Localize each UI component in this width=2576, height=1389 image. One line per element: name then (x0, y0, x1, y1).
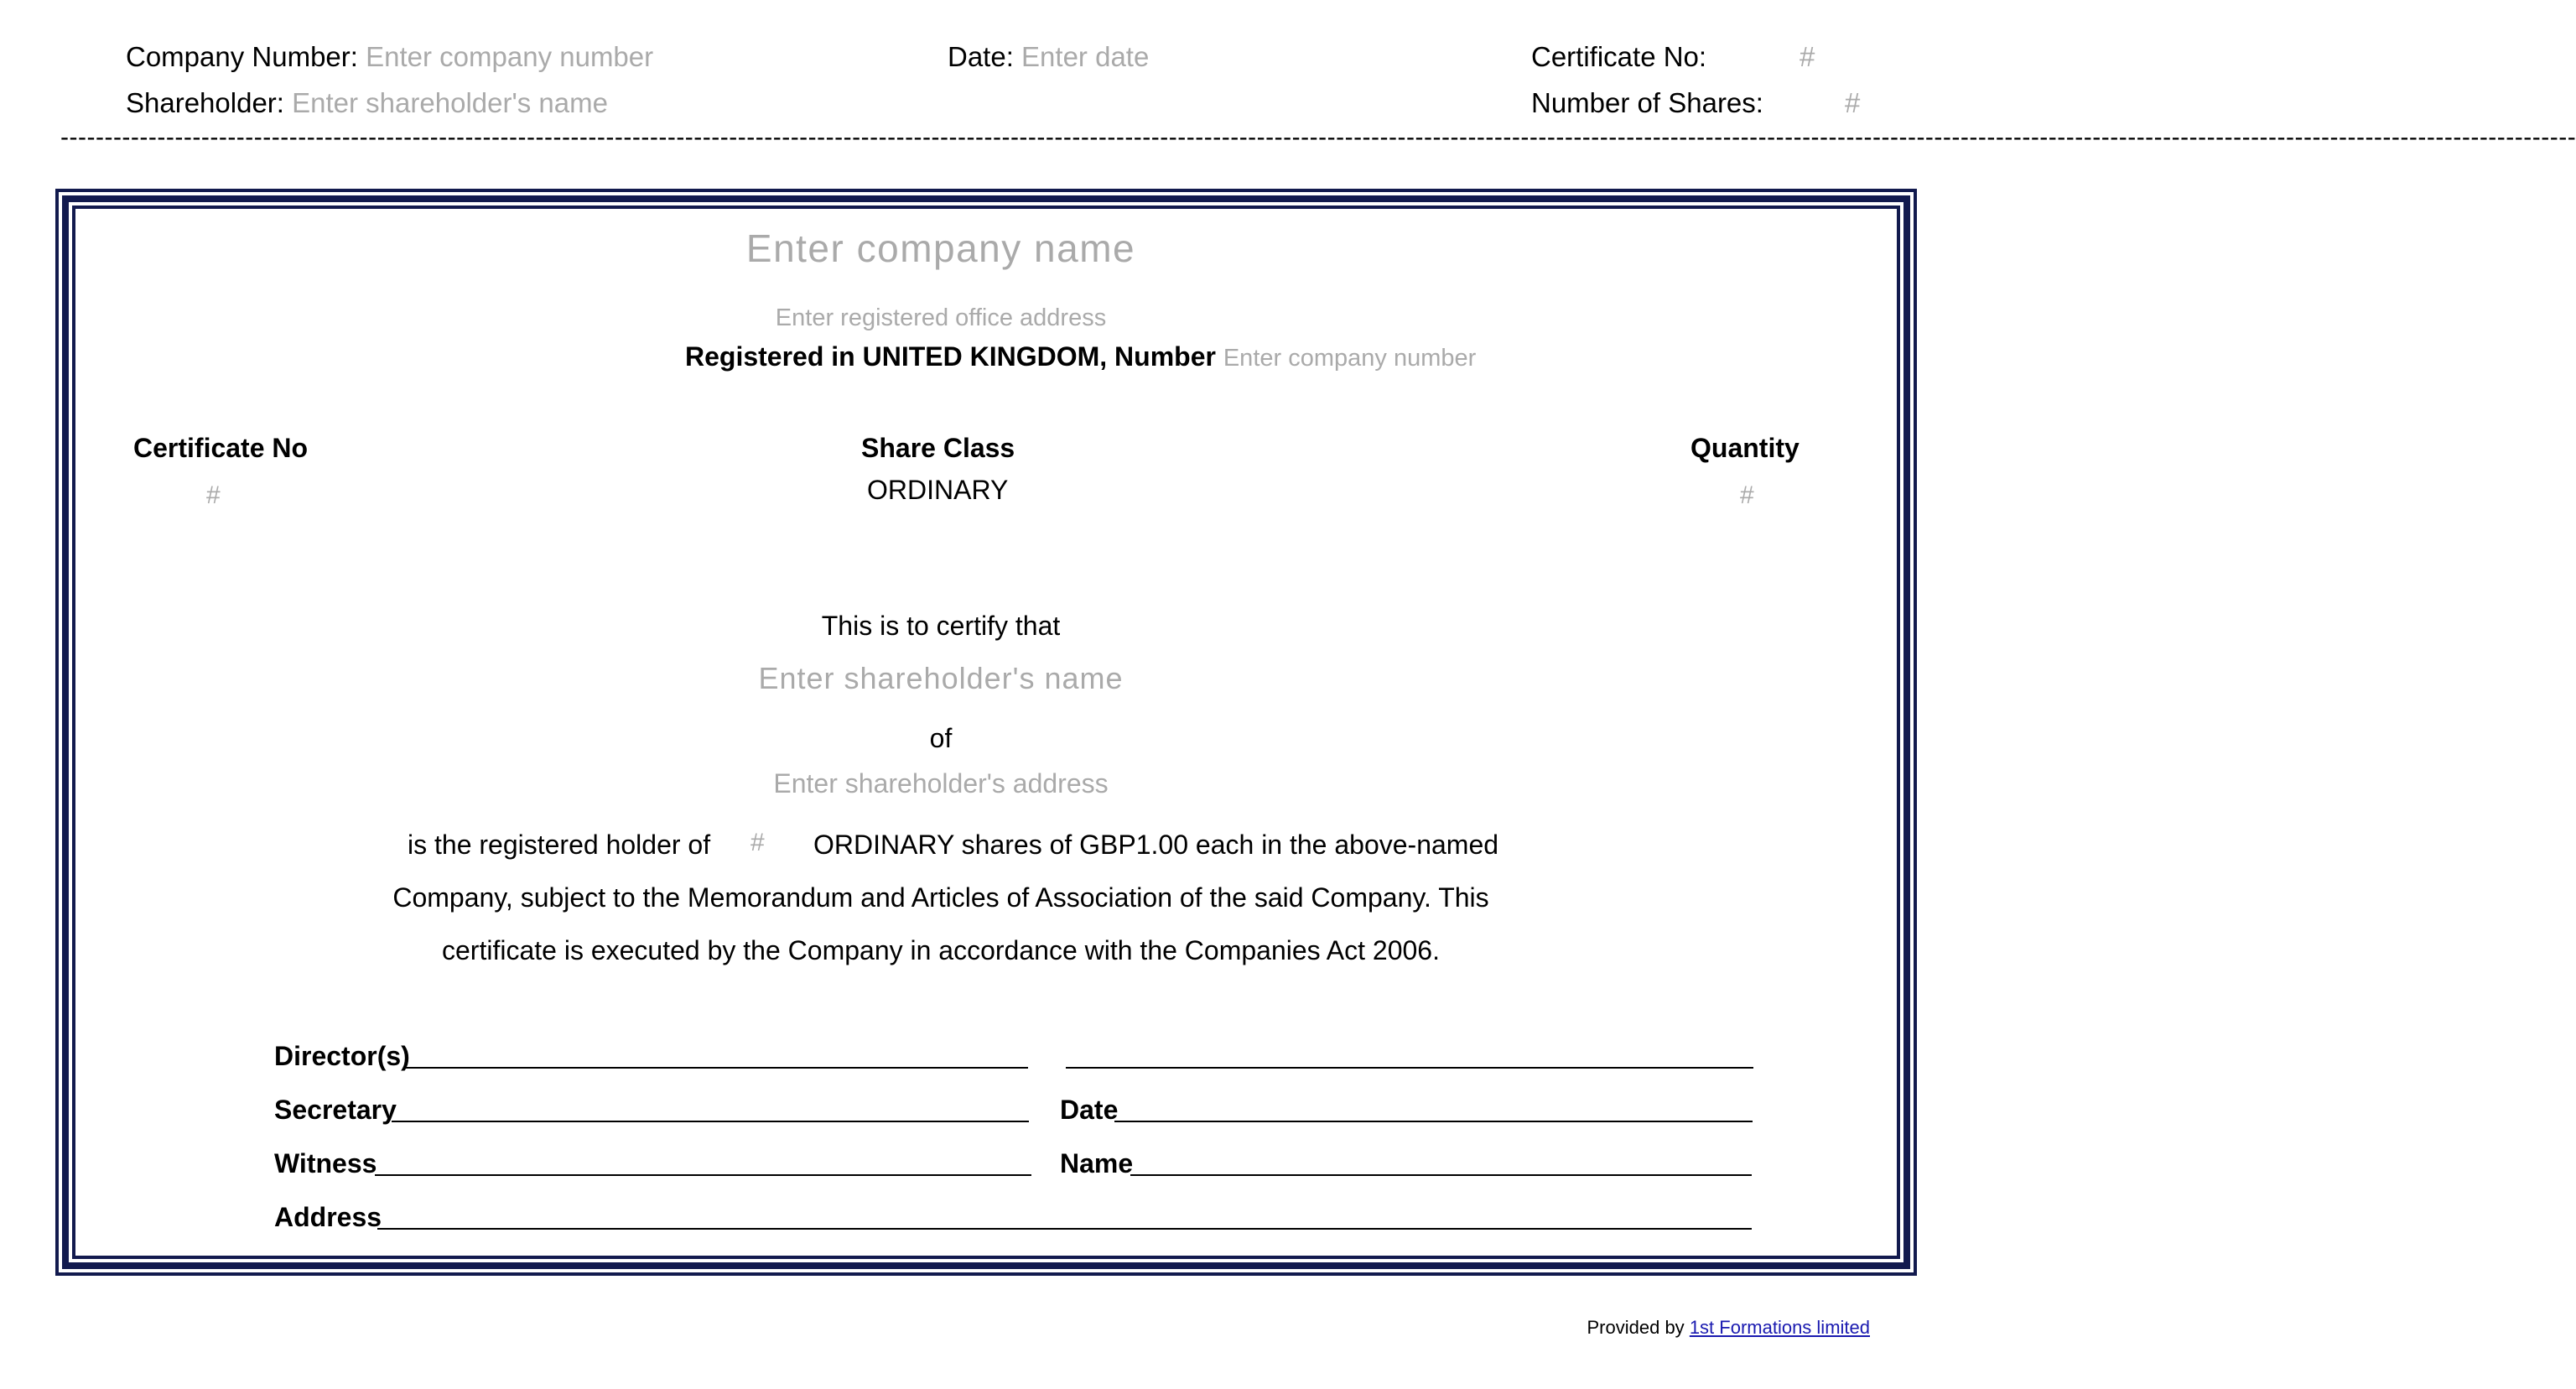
certify-text: This is to certify that (821, 611, 1061, 641)
address-signature-line[interactable] (377, 1228, 1752, 1230)
shareholder-name-field[interactable]: Enter shareholder's name (758, 661, 1124, 695)
witness-label: Witness (274, 1148, 377, 1178)
date-signature-line[interactable] (1114, 1121, 1753, 1122)
stub-shareholder-label: Shareholder: (126, 87, 284, 118)
registration-number-field[interactable]: Enter company number (1223, 345, 1477, 372)
secretary-label: Secretary (274, 1095, 397, 1125)
director-signature-line-2[interactable] (1066, 1067, 1753, 1069)
cut-line-separator: ---------------------------------------------------------------------------------------------------------------------------------------------------------------------------------------------------------------------------------------------------------------------------------------------- (60, 123, 2576, 151)
share-class-header: Share Class (861, 433, 1015, 463)
stub-number-of-shares-field[interactable]: # (1845, 87, 1861, 118)
provider-link[interactable]: 1st Formations limited (1689, 1317, 1870, 1338)
holder-prefix-text: is the registered holder of (408, 830, 711, 860)
address-label: Address (274, 1202, 382, 1232)
share-class-value: ORDINARY (867, 475, 1009, 505)
directors-label: Director(s) (274, 1041, 410, 1071)
company-name-field[interactable]: Enter company name (745, 226, 1136, 270)
stub-date (948, 40, 1149, 74)
date-signature-label: Date (1060, 1095, 1119, 1125)
registered-office-address-field[interactable]: Enter registered office address (775, 304, 1107, 331)
provided-by-text: Provided by (1587, 1317, 1685, 1338)
stub-company-number (126, 40, 653, 74)
registration-line (685, 340, 1476, 375)
witness-signature-line[interactable] (375, 1174, 1031, 1176)
stub-company-number-field[interactable]: Enter company number (366, 41, 654, 72)
of-text: of (929, 723, 953, 753)
quantity-field[interactable]: # (1740, 481, 1754, 509)
provided-by (1587, 1316, 1871, 1340)
stub-date-field[interactable]: Enter date (1021, 41, 1150, 72)
quantity-header: Quantity (1690, 433, 1800, 463)
name-signature-label: Name (1060, 1148, 1134, 1178)
holder-shares-field[interactable]: # (750, 829, 765, 856)
registration-label: Registered in UNITED KINGDOM, Number (685, 341, 1216, 372)
certificate-no-field[interactable]: # (206, 481, 221, 509)
holder-suffix-text: ORDINARY shares of GBP1.00 each in the above-named (813, 830, 1499, 860)
secretary-signature-line[interactable] (392, 1121, 1029, 1122)
stub-shareholder (126, 86, 608, 120)
shareholder-address-field[interactable]: Enter shareholder's address (773, 768, 1109, 799)
stub-shareholder-field[interactable]: Enter shareholder's name (292, 87, 608, 118)
body-line-3: certificate is executed by the Company in accordance with the Companies Act 2006. (442, 935, 1440, 965)
director-signature-line-1[interactable] (404, 1067, 1028, 1069)
name-signature-line[interactable] (1130, 1174, 1752, 1176)
stub-certificate-no-field[interactable]: # (1800, 41, 1815, 72)
stub-company-number-label: Company Number: (126, 41, 358, 72)
stub-certificate-no-label: Certificate No: (1531, 41, 1707, 72)
certificate-no-header: Certificate No (133, 433, 309, 463)
stub-date-label: Date: (948, 41, 1014, 72)
stub-number-of-shares-label: Number of Shares: (1531, 87, 1763, 118)
body-line-2: Company, subject to the Memorandum and Articles of Association of the said Company. This (392, 882, 1489, 913)
